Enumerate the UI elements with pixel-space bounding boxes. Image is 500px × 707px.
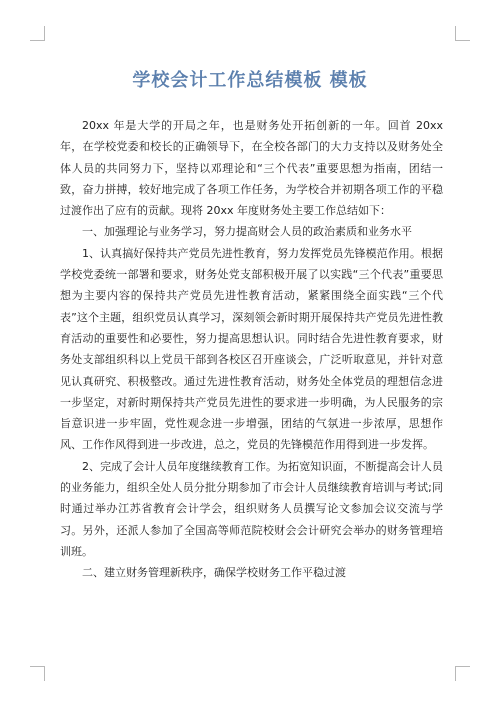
document-body	[60, 115, 443, 584]
body-paragraph-1: 1、认真搞好保持共产党员先进性教育，努力发挥党员先锋模范作用。根据学校党委统一部署和要求，财务处党支部积极开展了以实践“三个代表”重要思想为主要内容的保持共产党员先进性教育活动，紧紧围绕全面实践“三个代表”这个主题，组织党员认真学习，深刻领会新时期开展保持共产党员先进性教育活动的重要性和必要性，努力提高思想认识。同时结合先进性教育要求，财务处支部组织科以上党员干部到各校区召开座谈会，广泛听取意见，并针对意见认真研究、积极整改。通过先进性教育活动，财务处全体党员的理想信念进一步坚定，对新时期保持共产党员先进性的要求进一步明确，为人民服务的宗旨意识进一步牢固，党性观念进一步增强，团结的气氛进一步浓厚，思想作风、工作作风得到进一步改进，总之，党员的先锋模范作用得到进一步发挥。	[60, 246, 443, 452]
crop-mark-bottom-left	[30, 666, 45, 681]
intro-paragraph: 20xx 年是大学的开局之年，也是财务处开拓创新的一年。回首 20xx 年，在学校党委和校长的正确领导下，在全校各部门的大力支持以及财务处全体人员的共同努力下，坚持以邓理论和“三个代表”重要思想为指南，团结一致，奋力拼搏，较好地完成了各项工作任务，为学校合并初期各项工作的平稳过渡作出了应有的贡献。现将 20xx 年度财务处主要工作总结如下：	[60, 119, 443, 218]
crop-mark-bottom-right	[455, 666, 470, 681]
document-title: 学校会计工作总结模板 模板	[132, 70, 368, 91]
section-heading-1: 一、加强理论与业务学习，努力提高财会人员的政治素质和业务水平	[82, 225, 412, 239]
crop-mark-top-left	[30, 26, 45, 41]
body-paragraph-2: 2、完成了会计人员年度继续教育工作。为拓宽知识面，不断提高会计人员的业务能力，组织全处人员分批分期参加了市会计人员继续教育培训与考试;同时通过举办江苏省教育会计学会，组织财务人员撰写论文参加会议交流与学习。另外，还派人参加了全国高等师范院校财会会计研究会举办的财务管理培训班。	[60, 459, 443, 558]
crop-mark-top-right	[455, 26, 470, 41]
section-heading-2: 二、建立财务管理新秩序，确保学校财务工作平稳过渡	[82, 566, 346, 580]
